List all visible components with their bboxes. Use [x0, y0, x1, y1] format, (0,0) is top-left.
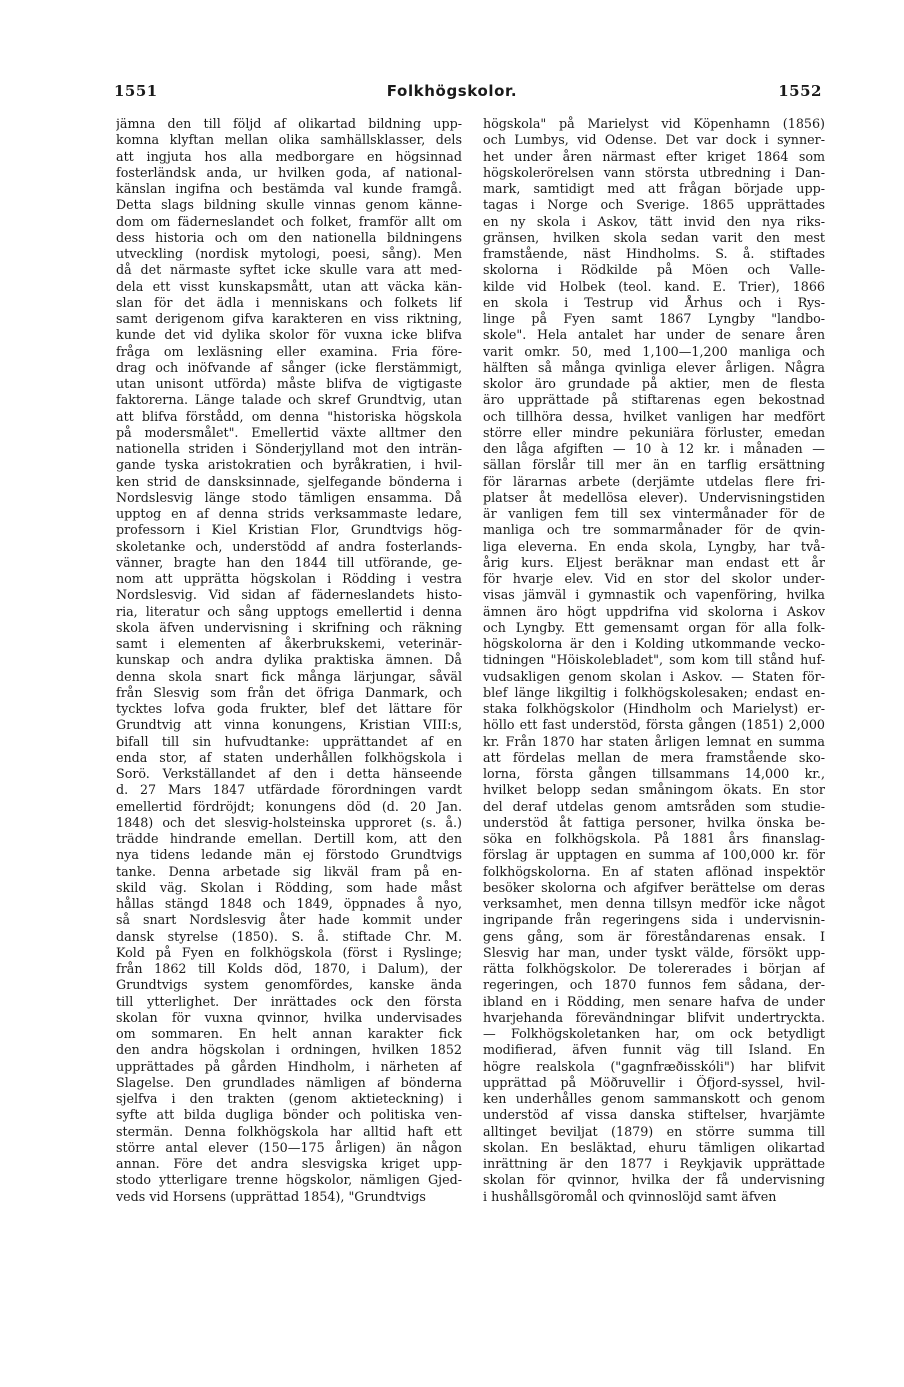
text-line: rätta folkhögskolor. De tolererades i början af — [483, 961, 825, 976]
text-line: nya tidens ledande män ej förstodo Grundtvigs — [116, 847, 462, 863]
text-line: förslag är upptagen en summa af 100,000 kr. för — [483, 847, 825, 863]
right-page-number: 1552 — [778, 82, 822, 100]
text-line: tidningen "Höiskolebladet", som kom till stånd huf- — [483, 652, 825, 668]
text-line: mark, samtidigt med att frågan började upp- — [483, 181, 825, 196]
text-line: sällan förslår till mer än en tarflig ersättning — [483, 457, 825, 473]
text-line: gränsen, hvilken skola sedan varit den mest — [483, 229, 825, 245]
text-line: vänner, bragte han den 1844 till utförande, ge- — [116, 554, 462, 570]
text-line: Slesvig har man, under tyskt välde, försökt upp- — [483, 944, 825, 960]
text-line: skole". Hela antalet har under de senare åren — [483, 327, 825, 343]
text-line: 1848) och det slesvig-holsteinska upproret (s. å.) — [116, 814, 462, 830]
text-line: framstående, näst Hindholms. S. å. stiftades — [483, 246, 825, 261]
text-line: höllo ett fast understöd, första gången (1851) 2,000 — [483, 717, 825, 733]
text-line: enda stor, af staten underhållen folkhögskola i — [116, 749, 462, 765]
text-line: faktorerna. Länge talade och skref Grundtvig, utan — [116, 392, 462, 408]
text-line: jämna den till följd af olikartad bildning upp- — [116, 116, 462, 131]
text-line: gande tyska aristokratien och byråkratien, i hvil- — [116, 457, 462, 473]
text-line: den andra högskolan i ordningen, hvilken 1852 — [116, 1042, 462, 1058]
text-line: hälften så många qvinliga elever årligen. Några — [483, 359, 825, 375]
text-line: ken underhålles genom sammanskott och genom — [483, 1091, 825, 1106]
text-line: till ytterlighet. Der inrättades ock den första — [116, 993, 462, 1009]
text-line: skoletanke och, understödd af andra fosterlands- — [116, 538, 462, 554]
text-line: trädde hindrande emellan. Dertill kom, att den — [116, 831, 462, 846]
text-line: stermän. Denna folkhögskola har alltid haft ett — [116, 1123, 462, 1139]
text-line: ingripande från regeringens sida i undervisnin- — [483, 912, 825, 928]
text-line: manliga och tre sommarmånader för de qvin- — [483, 522, 825, 538]
text-line: om sommaren. En helt annan karakter fick — [116, 1026, 462, 1041]
text-line: platser åt medellösa elever). Undervisningstiden — [483, 489, 825, 505]
text-line: äro upprättade på stiftarenas egen bekostnad — [483, 392, 825, 408]
text-line: drag och inöfvande af sånger (icke flerstämmigt, — [116, 359, 462, 375]
text-line: Nordslesvig länge stodo tämligen ensamma. Då — [116, 489, 462, 505]
page-header — [0, 82, 904, 106]
text-line: verksamhet, men denna tillsyn medför icke något — [483, 896, 825, 911]
text-line: linge på Fyen samt 1867 Lyngby "landbo- — [483, 311, 825, 326]
text-line: skolor äro grundade på aktier, men de flesta — [483, 376, 825, 391]
text-line: högre realskola ("gagnfræðisskóli") har blifvit — [483, 1058, 825, 1074]
text-line: från 1862 till Kolds död, 1870, i Dalum), der — [116, 961, 462, 976]
text-line: skola äfven undervisning i skrifning och räkning — [116, 619, 462, 635]
text-line: professorn i Kiel Kristian Flor, Grundtvigs hög- — [116, 522, 462, 538]
text-line: Sorö. Verkställandet af den i detta hänseende — [116, 766, 462, 781]
text-line: ibland en i Rödding, men senare hafva de under — [483, 993, 825, 1009]
text-line: fråga om lexläsning eller examina. Fria före- — [116, 343, 462, 359]
left-page-number: 1551 — [114, 82, 158, 100]
text-line: att fördelas mellan de mera framstående sko- — [483, 749, 825, 765]
text-line: skolan. En besläktad, ehuru tämligen olikartad — [483, 1139, 825, 1155]
text-line: denna skola snart fick många lärjungar, såväl — [116, 668, 462, 684]
text-line: stodo ytterligare trenne högskolor, nämligen Gjed- — [116, 1172, 462, 1188]
text-line: hållas stängd 1848 och 1849, öppnades å nyo, — [116, 896, 462, 911]
text-line: kr. Från 1870 har staten årligen lemnat en summa — [483, 733, 825, 749]
text-line: utveckling (nordisk mytologi, poesi, sång). Men — [116, 246, 462, 261]
text-line: då det närmaste syftet icke skulle vara att med- — [116, 262, 462, 278]
text-line: fosterländsk anda, ur hvilken goda, af national- — [116, 164, 462, 180]
text-line: högskolerörelsen vann största utbredning i Dan- — [483, 164, 825, 180]
text-line: kunskap och andra dylika praktiska ämnen. Då — [116, 652, 462, 668]
text-line: dom om fäderneslandet och folket, framför allt om — [116, 213, 462, 229]
text-line: på modersmålet". Emellertid växte alltmer den — [116, 424, 462, 440]
text-line: modifierad, äfven funnit väg till Island. En — [483, 1042, 825, 1058]
text-line: komna klyftan mellan olika samhällsklasser, dels — [116, 132, 462, 148]
text-line: dess historia och om den nationella bildningens — [116, 229, 462, 245]
text-line: d. 27 Mars 1847 utfärdade förordningen vardt — [116, 782, 462, 798]
text-line: staka folkhögskolor (Hindholm och Marielyst) er- — [483, 701, 825, 716]
text-line: nom att upprätta högskolan i Rödding i vestra — [116, 571, 462, 586]
text-line: skolorna i Rödkilde på Möen och Valle- — [483, 262, 825, 278]
text-line: visas jämväl i gymnastik och vapenföring, hvilka — [483, 587, 825, 603]
text-line: annan. Före det andra slesvigska kriget upp- — [116, 1156, 462, 1171]
text-line: känslan ingifna och bestämda val kunde framgå. — [116, 181, 462, 196]
text-line: Grundtvigs system genomfördes, kanske ända — [116, 977, 462, 993]
text-line: upprättades på gården Hindholm, i närheten af — [116, 1058, 462, 1074]
text-line: för hvarje elev. Vid en stor del skolor under- — [483, 571, 825, 586]
text-line: syfte att bilda dugliga bönder och politiska ven- — [116, 1107, 462, 1123]
text-line: Nordslesvig. Vid sidan af fäderneslandets histo- — [116, 587, 462, 603]
text-line: och Lumbys, vid Odense. Det var dock i synner- — [483, 132, 825, 148]
text-line: Grundtvig att vinna konungens, Kristian VIII:s, — [116, 717, 462, 733]
text-line: större antal elever (150—175 årligen) än någon — [116, 1139, 462, 1155]
text-line: en skola i Testrup vid Århus och i Rys- — [483, 294, 825, 310]
text-line: liga eleverna. En enda skola, Lyngby, har två- — [483, 538, 825, 554]
text-line: skolan för qvinnor, hvilka der få undervisning — [483, 1172, 825, 1188]
text-line: blef länge likgiltig i folkhögskolesaken; endast en- — [483, 684, 825, 700]
text-line: skolan för vuxna qvinnor, hvilka undervisades — [116, 1009, 462, 1025]
text-line: het under åren närmast efter kriget 1864 som — [483, 148, 825, 164]
text-line: ämnen äro högt uppdrifna vid skolorna i Askov — [483, 603, 825, 619]
text-line: dela ett visst kunskapsmått, utan att väcka kän- — [116, 278, 462, 294]
text-line: hvilket belopp sedan småningom ökats. En stor — [483, 782, 825, 798]
text-line: alltinget beviljat (1879) en större summa till — [483, 1123, 825, 1139]
text-line: varit omkr. 50, med 1,100—1,200 manliga och — [483, 343, 825, 359]
text-line: är vanligen fem till sex vintermånader för de — [483, 506, 825, 521]
text-line: understöd af vissa danska stiftelser, hvarjämte — [483, 1107, 825, 1123]
text-line: den låga afgiften — 10 à 12 kr. i månaden — — [483, 441, 825, 456]
text-line: en ny skola i Askov, tätt invid den nya riks- — [483, 213, 825, 229]
text-line: bifall till sin hufvudtanke: upprättandet af en — [116, 733, 462, 749]
text-line: upprättad på Möðruvellir i Öfjord-syssel, hvil- — [483, 1074, 825, 1090]
text-line: slan för det ädla i menniskans och folkets lif — [116, 294, 462, 310]
text-line: skild väg. Skolan i Rödding, som hade måst — [116, 879, 462, 895]
text-line: så snart Nordslesvig åter hade kommit under — [116, 912, 462, 928]
text-line: från Slesvig som från det öfriga Danmark, och — [116, 684, 462, 700]
text-line: veds vid Horsens (upprättad 1854), "Grundtvigs — [116, 1188, 426, 1204]
text-line: och tillhöra dessa, hvilket vanligen har medfört — [483, 408, 825, 424]
running-title: Folkhögskolor. — [386, 82, 518, 100]
text-line: nationella striden i Sönderjylland mot den inträn- — [116, 441, 462, 456]
text-line: ken strid de dansksinnade, sjelfegande bönderna i — [116, 473, 462, 489]
text-line: kilde vid Holbek (teol. kand. E. Trier), 1866 — [483, 278, 825, 294]
text-line: gens gång, som är föreståndarenas ensak. I — [483, 928, 825, 944]
text-line: för lärarnas arbete (derjämte utdelas flere fri- — [483, 473, 825, 489]
text-line: ria, literatur och sång upptogs emellertid i denna — [116, 603, 462, 619]
text-line: och Lyngby. Ett gemensamt organ för alla folk- — [483, 619, 825, 635]
text-line: söka en folkhögskola. På 1881 års finanslag- — [483, 831, 825, 846]
text-line: Detta slags bildning skulle vinnas genom känne- — [116, 197, 462, 213]
text-line: dansk styrelse (1850). S. å. stiftade Chr. M. — [116, 928, 462, 944]
text-line: upptog en af denna strids verksammaste ledare, — [116, 506, 462, 521]
text-line: — Folkhögskoletanken har, om ock betydligt — [483, 1026, 825, 1041]
text-line: lorna, första gången tillsammans 14,000 kr., — [483, 766, 825, 781]
text-line: årig kurs. Eljest beräknar man endast ett år — [483, 554, 825, 570]
text-line: kunde det vid dylika skolor för vuxna icke blifva — [116, 327, 462, 343]
right-text-column — [483, 116, 825, 1205]
text-line: tagas i Norge och Sverige. 1865 upprättades — [483, 197, 825, 213]
text-line: regeringen, och 1870 funnos fem sådana, der- — [483, 977, 825, 993]
text-line: hvarjehanda förevändningar blifvit undertryckta. — [483, 1009, 825, 1025]
text-line: tanke. Denna arbetade sig likväl fram på en- — [116, 863, 462, 879]
text-line: del deraf utdelas genom amtsråden som studie- — [483, 798, 825, 814]
text-line: Kold på Fyen en folkhögskola (först i Ryslinge; — [116, 944, 462, 960]
text-line: att blifva förstådd, om denna "historiska högskola — [116, 408, 462, 424]
text-line: inrättning är den 1877 i Reykjavik upprättade — [483, 1156, 825, 1171]
text-line: samt derigenom gifva karakteren en viss riktning, — [116, 311, 462, 326]
text-line: högskolorna är den i Kolding utkommande vecko- — [483, 636, 825, 651]
text-line: högskola" på Marielyst vid Köpenhamn (1856) — [483, 116, 825, 131]
text-line: samt i elementen af åkerbrukskemi, veterinär- — [116, 636, 462, 651]
text-line: folkhögskolorna. En af staten aflönad inspektör — [483, 863, 825, 879]
text-line: i hushållsgöromål och qvinnoslöjd samt äfven — [483, 1188, 777, 1204]
text-line: emellertid fördröjdt; konungens död (d. 20 Jan. — [116, 798, 462, 814]
text-line: vudsakligen genom skolan i Askov. — Staten för- — [483, 668, 825, 684]
text-line: utan unisont utförda) måste blifva de vigtigaste — [116, 376, 462, 391]
text-line: större eller mindre pekuniära förluster, emedan — [483, 424, 825, 440]
text-line: understöd åt fattiga personer, hvilka önska be- — [483, 814, 825, 830]
text-line: sjelfva i den trakten (genom aktieteckning) i — [116, 1091, 462, 1106]
text-line: att ingjuta hos alla medborgare en högsinnad — [116, 148, 462, 164]
text-line: Slagelse. Den grundlades nämligen af bönderna — [116, 1074, 462, 1090]
text-line: tycktes lofva goda frukter, blef det lättare för — [116, 701, 462, 716]
left-text-column — [116, 116, 462, 1205]
text-line: besöker skolorna och afgifver berättelse om deras — [483, 879, 825, 895]
